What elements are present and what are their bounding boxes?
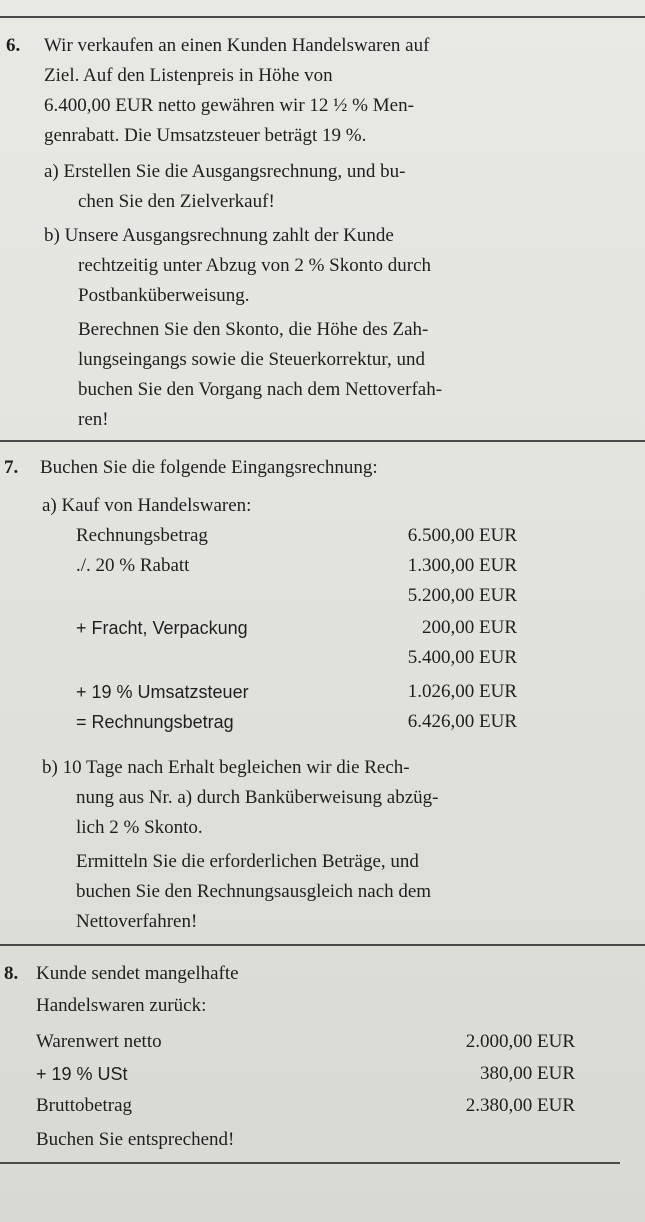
task7-row-6-label: + 19 % Umsatzsteuer xyxy=(76,682,249,702)
task7-part-b-line-3: lich 2 % Skonto. xyxy=(76,817,203,838)
task7-row-2-amount: 1.300,00 EUR xyxy=(407,555,517,576)
task7-part-a-title: a) Kauf von Handelswaren: xyxy=(42,495,252,516)
task7-row-3-amount: 5.200,00 EUR xyxy=(407,585,517,606)
task8-closing: Buchen Sie entsprechend! xyxy=(36,1129,235,1150)
task7-row-6-amount: 1.026,00 EUR xyxy=(407,681,517,702)
task8-row-2-amount: 380,00 EUR xyxy=(480,1063,575,1084)
task6-line-3: 6.400,00 EUR netto gewähren wir 12 ½ % Men- xyxy=(44,95,414,116)
task6-part-a-line-1: a) Erstellen Sie die Ausgangsrechnung, und bu- xyxy=(44,161,406,182)
task8-line-2: Handelswaren zurück: xyxy=(36,995,207,1016)
task6-part-b-line-3: Postbanküberweisung. xyxy=(78,285,250,306)
bottom-rule xyxy=(0,1162,620,1164)
task8-row-1-amount: 2.000,00 EUR xyxy=(465,1031,575,1052)
task7-row-4-label: + Fracht, Verpackung xyxy=(76,618,248,638)
task7-row-2-label: ./. 20 % Rabatt xyxy=(76,555,190,576)
task6-line-2: Ziel. Auf den Listenpreis in Höhe von xyxy=(44,65,333,86)
task7-row-7-amount: 6.426,00 EUR xyxy=(407,711,517,732)
task6-part-b2-line-3: buchen Sie den Vorgang nach dem Nettoverfah- xyxy=(78,379,443,400)
task7-row-1-label: Rechnungsbetrag xyxy=(76,525,208,546)
task6-number: 6. xyxy=(6,35,21,56)
task8-row-1-label: Warenwert netto xyxy=(36,1031,162,1052)
task7-part-b2-line-1: Ermitteln Sie die erforderlichen Beträge, und xyxy=(76,851,419,872)
task7-row-5-amount: 5.400,00 EUR xyxy=(407,647,517,668)
task7-row-4-amount: 200,00 EUR xyxy=(422,617,517,638)
task8-row-3-label: Bruttobetrag xyxy=(36,1095,133,1116)
task7-part-b-line-1: b) 10 Tage nach Erhalt begleichen wir die Rech- xyxy=(42,757,410,778)
task6-line-4: genrabatt. Die Umsatzsteuer beträgt 19 %. xyxy=(44,125,367,146)
task6-part-b-line-2: rechtzeitig unter Abzug von 2 % Skonto durch xyxy=(78,255,432,276)
task6-part-b2-line-1: Berechnen Sie den Skonto, die Höhe des Zah- xyxy=(78,319,429,340)
task7-row-7-label: = Rechnungsbetrag xyxy=(76,712,234,732)
task6-part-a-line-2: chen Sie den Zielverkauf! xyxy=(78,191,275,212)
top-rule xyxy=(0,16,645,18)
task7-number: 7. xyxy=(4,457,19,478)
task6-part-b2-line-2: lungseingangs sowie die Steuerkorrektur, und xyxy=(78,349,425,370)
task6-line-1: Wir verkaufen an einen Kunden Handelswaren auf xyxy=(44,35,430,56)
task7-title: Buchen Sie die folgende Eingangsrechnung: xyxy=(40,457,378,478)
divider-7-8 xyxy=(0,944,645,946)
task7-part-b2-line-2: buchen Sie den Rechnungsausgleich nach dem xyxy=(76,881,432,902)
divider-6-7 xyxy=(0,440,645,442)
task6-part-b2-line-4: ren! xyxy=(78,409,109,430)
task8-number: 8. xyxy=(4,963,19,984)
task7-part-b2-line-3: Nettoverfahren! xyxy=(76,911,198,932)
task7-row-1-amount: 6.500,00 EUR xyxy=(407,525,517,546)
task8-row-2-label: + 19 % USt xyxy=(36,1064,128,1084)
task8-row-3-amount: 2.380,00 EUR xyxy=(465,1095,575,1116)
task8-line-1: Kunde sendet mangelhafte xyxy=(36,963,239,984)
task6-part-b-line-1: b) Unsere Ausgangsrechnung zahlt der Kunde xyxy=(44,225,394,246)
task7-part-b-line-2: nung aus Nr. a) durch Banküberweisung abzüg- xyxy=(76,787,439,808)
